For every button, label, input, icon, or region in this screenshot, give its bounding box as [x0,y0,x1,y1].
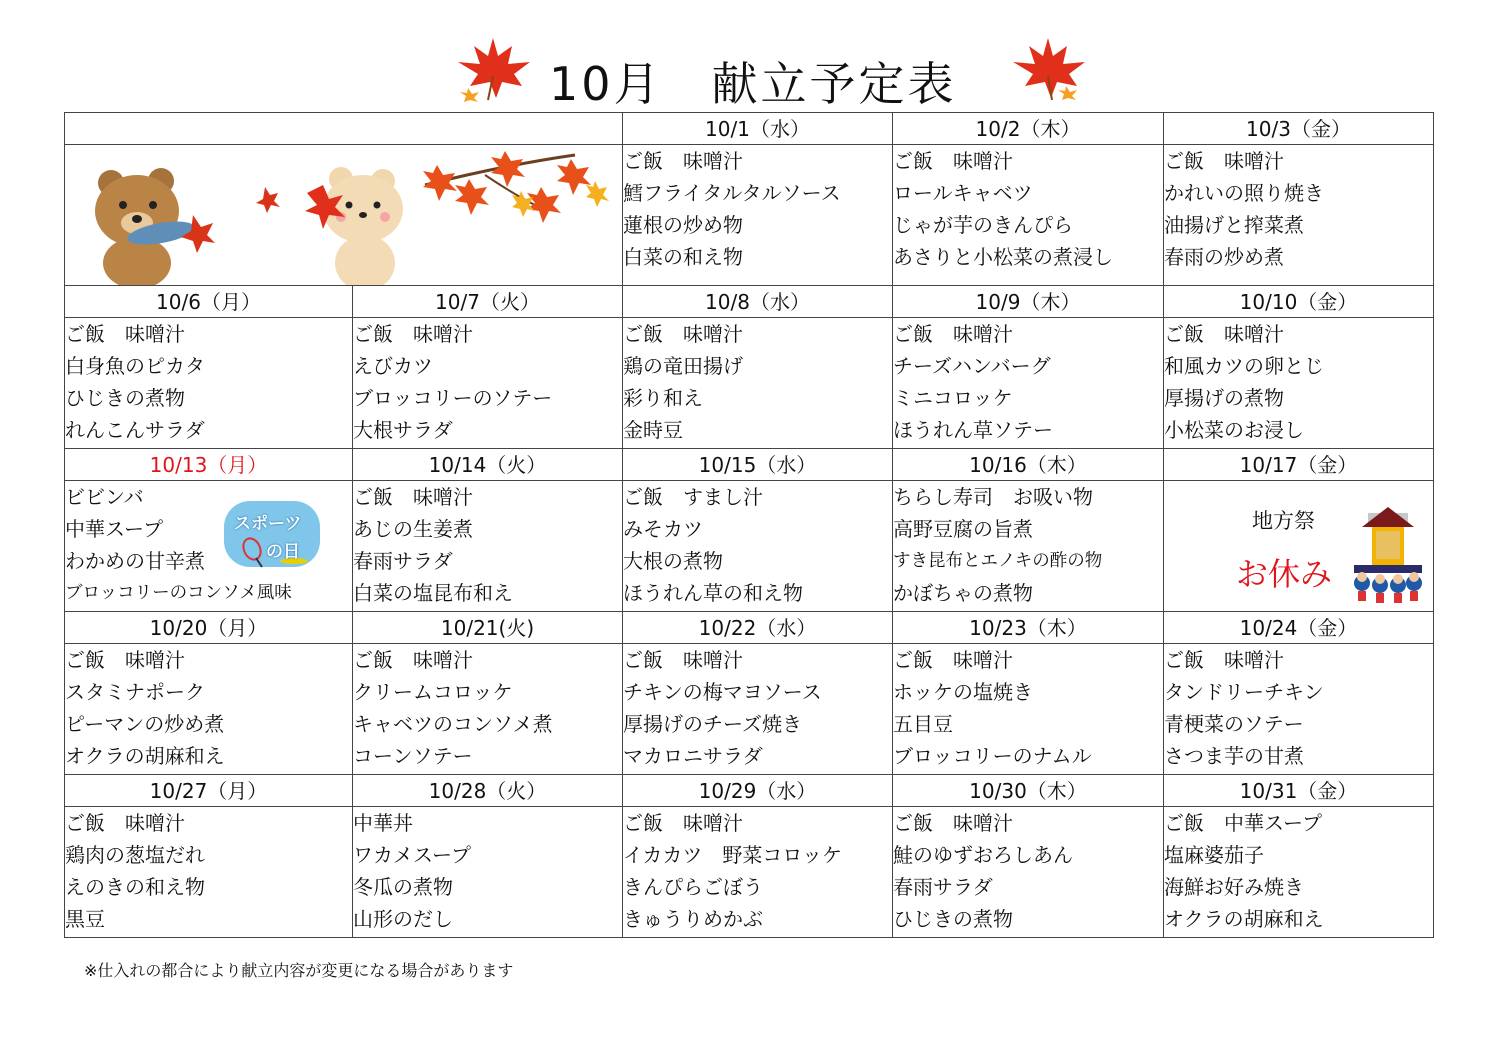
dish-row [65,318,1434,449]
dish-item: 冬瓜の煮物 [353,875,453,899]
date-row [65,286,1434,318]
dish-item: マカロニサラダ [623,744,763,768]
dish-item: かれいの照り焼き [1164,181,1324,205]
date-row [65,113,1434,145]
date-cell: 10/15（水） [623,449,893,481]
dish-row [65,807,1434,938]
date-row [65,449,1434,481]
date-cell: 10/1（水） [623,113,893,145]
menu-cell [353,644,623,775]
dish-row [65,145,1434,286]
dish-item: きんぴらごぼう [623,875,763,899]
dish-item: ビビンバ [65,485,144,509]
menu-cell [65,807,353,938]
date-cell: 10/6（月） [65,286,353,318]
dish-item: ご飯 味噌汁 [65,648,185,672]
date-row [65,612,1434,644]
menu-cell [1164,644,1434,775]
date-cell: 10/30（木） [893,775,1164,807]
dish-item: ご飯 味噌汁 [623,811,743,835]
festival-label: 地方祭 [1252,509,1315,533]
dish-item: えのきの和え物 [65,875,205,899]
dish-item: ご飯 味噌汁 [65,322,185,346]
date-cell: 10/24（金） [1164,612,1434,644]
footnote: ※仕入れの都合により献立内容が変更になる場合があります [84,961,514,980]
menu-cell [353,807,623,938]
menu-cell [65,481,353,612]
dish-item: 春雨の炒め煮 [1164,245,1284,269]
menu-cell [623,481,893,612]
dish-item: 油揚げと搾菜煮 [1164,213,1304,237]
dish-item: ご飯 味噌汁 [623,149,743,173]
dish-item: ご飯 味噌汁 [1164,149,1284,173]
badge-line-1: スポーツ [234,514,302,534]
autumn-illustration [65,145,623,286]
dish-item: ご飯 中華スープ [1164,811,1322,835]
date-row [65,775,1434,807]
dish-item: 厚揚げの煮物 [1164,386,1284,410]
dish-item: 春雨サラダ [353,549,453,573]
date-cell: 10/17（金） [1164,449,1434,481]
dish-item: 白菜の和え物 [623,245,743,269]
dish-item: ご飯 味噌汁 [353,485,473,509]
menu-cell [893,644,1164,775]
dish-item: ご飯 味噌汁 [893,648,1013,672]
dish-item: 春雨サラダ [893,875,993,899]
dish-item: ブロッコリーのソテー [353,386,553,410]
date-cell: 10/21(火) [353,612,623,644]
date-cell: 10/3（金） [1164,113,1434,145]
dish-item: ご飯 味噌汁 [623,322,743,346]
menu-cell [623,145,893,286]
date-cell: 10/27（月） [65,775,353,807]
menu-cell [1164,481,1434,612]
menu-cell [623,807,893,938]
menu-cell [353,481,623,612]
menu-table [64,112,1434,938]
dish-item: ロールキャベツ [893,181,1033,205]
dish-row [65,481,1434,612]
dish-item: 小松菜のお浸し [1164,418,1304,442]
dish-item: オクラの胡麻和え [1164,907,1324,931]
bear-icon [65,145,621,285]
dish-item: じゃが芋のきんぴら [893,213,1073,237]
menu-cell [893,807,1164,938]
dish-item: ご飯 味噌汁 [893,811,1013,835]
dish-item: 和風カツの卵とじ [1164,354,1324,378]
menu-cell [65,318,353,449]
dish-item: 鱈フライタルタルソース [623,181,841,205]
dish-item: 白菜の塩昆布和え [353,581,513,605]
date-cell: 10/16（木） [893,449,1164,481]
dish-item: ほうれん草ソテー [893,418,1053,442]
date-cell: 10/14（火） [353,449,623,481]
dish-item: ひじきの煮物 [65,386,185,410]
dish-item: タンドリーチキン [1164,680,1324,704]
dish-item: 彩り和え [623,386,703,410]
portable-shrine-icon [1350,503,1426,605]
dish-item: チキンの梅マヨソース [623,680,822,704]
date-cell: 10/22（水） [623,612,893,644]
date-cell: 10/28（火） [353,775,623,807]
date-cell: 10/29（水） [623,775,893,807]
dish-item: クリームコロッケ [353,680,513,704]
page-title: 10月 献立予定表 [549,57,957,111]
menu-cell [893,481,1164,612]
dish-item: キャベツのコンソメ煮 [353,712,553,736]
dish-item: 塩麻婆茄子 [1164,843,1264,867]
dish-item: ご飯 味噌汁 [353,648,473,672]
dish-item: オクラの胡麻和え [65,744,225,768]
menu-cell [1164,318,1434,449]
menu-cell [623,318,893,449]
menu-cell [353,318,623,449]
dish-item: さつま芋の甘煮 [1164,744,1304,768]
dish-item: ご飯 味噌汁 [65,811,185,835]
date-cell: 10/7（火） [353,286,623,318]
dish-item: ミニコロッケ [893,386,1013,410]
dish-item: イカカツ 野菜コロッケ [623,843,842,867]
dish-item: みそカツ [623,517,703,541]
date-cell: 10/10（金） [1164,286,1434,318]
dish-item: ご飯 味噌汁 [1164,322,1284,346]
date-cell: 10/2（木） [893,113,1164,145]
header [0,40,1497,110]
menu-cell [893,318,1164,449]
menu-cell [1164,145,1434,286]
dish-item: ちらし寿司 お吸い物 [893,485,1093,509]
menu-cell [1164,807,1434,938]
dish-item: 白身魚のピカタ [65,354,205,378]
dish-item: 山形のだし [353,907,453,931]
dish-item: ブロッコリーのコンソメ風味 [65,583,292,603]
maple-leaf-icon [452,36,534,102]
dish-item: 大根の煮物 [623,549,723,573]
dish-item: えびカツ [353,354,433,378]
date-cell: 10/31（金） [1164,775,1434,807]
dish-item: 海鮮お好み焼き [1164,875,1304,899]
closed-label: お休み [1236,555,1333,593]
dish-item: ひじきの煮物 [893,907,1013,931]
date-cell: 10/23（木） [893,612,1164,644]
dish-item: すき昆布とエノキの酢の物 [893,551,1103,571]
dish-item: ご飯 味噌汁 [893,149,1013,173]
dish-item: ホッケの塩焼き [893,680,1033,704]
dish-item: ご飯 すまし汁 [623,485,763,509]
dish-item: 五目豆 [893,712,953,736]
dish-row [65,644,1434,775]
badge-line-2: の日 [266,542,300,562]
dish-item: あさりと小松菜の煮浸し [893,245,1113,269]
dish-item: 高野豆腐の旨煮 [893,517,1033,541]
dish-item: 鶏肉の葱塩だれ [65,843,205,867]
festival-block [1164,481,1433,611]
dish-item: 蓮根の炒め物 [623,213,743,237]
dish-item: チーズハンバーグ [893,354,1051,378]
dish-item: ご飯 味噌汁 [1164,648,1284,672]
dish-item: れんこんサラダ [65,418,205,442]
dish-item: 中華丼 [353,811,413,835]
menu-cell [893,145,1164,286]
dish-item: 中華スープ [65,517,163,541]
dish-item: ブロッコリーのナムル [893,744,1092,768]
menu-cell [623,644,893,775]
dish-item: ご飯 味噌汁 [353,322,473,346]
dish-item: 金時豆 [623,418,683,442]
date-cell: 10/9（木） [893,286,1164,318]
dish-item: 大根サラダ [353,418,453,442]
menu-cell [65,644,353,775]
date-cell: 10/8（水） [623,286,893,318]
dish-item: かぼちゃの煮物 [893,581,1033,605]
dish-item: 鶏の竜田揚げ [623,354,743,378]
date-cell: 10/20（月） [65,612,353,644]
dish-item: 厚揚げのチーズ焼き [623,712,802,736]
dish-item: コーンソテー [353,744,473,768]
empty-header-cell [65,113,623,145]
dish-item: 鮭のゆずおろしあん [893,843,1073,867]
dish-item: ご飯 味噌汁 [623,648,743,672]
sports-day-badge [222,499,322,571]
dish-item: 青梗菜のソテー [1164,712,1304,736]
dish-item: わかめの甘辛煮 [65,549,205,573]
dish-item: ほうれん草の和え物 [623,581,803,605]
dish-item: あじの生姜煮 [353,517,473,541]
dish-item: ご飯 味噌汁 [893,322,1013,346]
dish-item: ピーマンの炒め煮 [65,712,225,736]
maple-leaf-icon [1012,36,1094,102]
dish-item: ワカメスープ [353,843,471,867]
dish-item: スタミナポーク [65,680,205,704]
dish-item: 黒豆 [65,907,105,931]
dish-item: きゅうりめかぶ [623,907,763,931]
date-cell: 10/13（月） [65,449,353,481]
